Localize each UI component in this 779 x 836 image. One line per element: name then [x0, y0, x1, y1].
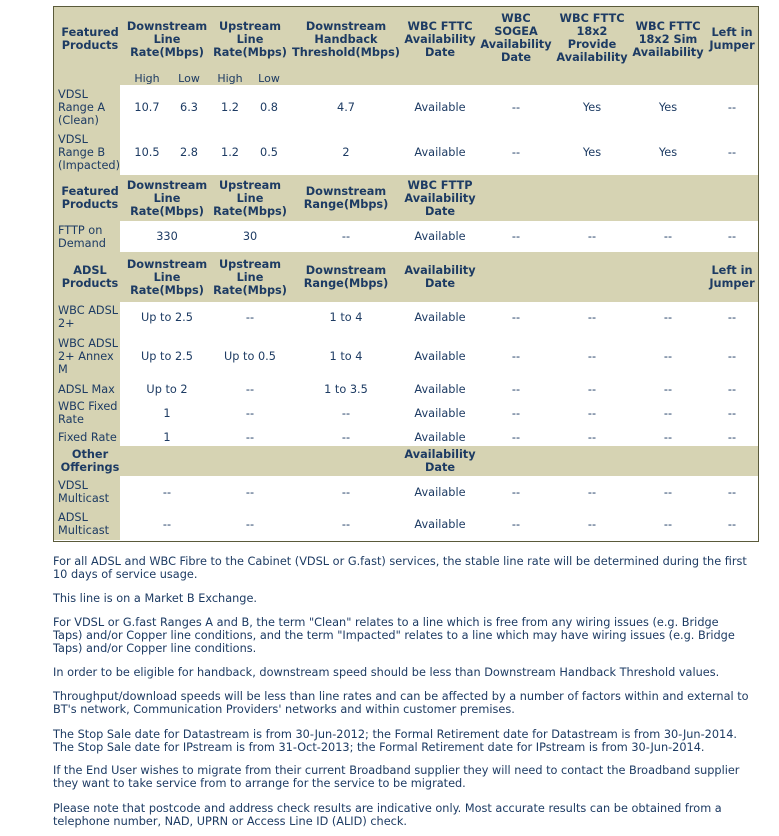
- adsl-col8: --: [663, 349, 673, 363]
- fttp-col8: --: [663, 230, 673, 243]
- header-fttp-downstream-range: Downstream Range(Mbps): [303, 185, 389, 211]
- adsl-downstream: Up to 2.5: [141, 310, 193, 324]
- vdsl-jumper: --: [727, 101, 737, 114]
- other-col8: --: [663, 485, 673, 499]
- header-left-in-jumper: Left in Jumper: [709, 26, 755, 52]
- adsl-col6: --: [511, 349, 521, 363]
- header-adsl-availability-date: Availability Date: [404, 264, 476, 290]
- adsl-col8: --: [663, 382, 673, 396]
- adsl-upstream: --: [245, 310, 255, 324]
- other-col7: --: [587, 485, 597, 499]
- note-paragraph: For VDSL or G.fast Ranges A and B, the term "Clean" relates to a line which is free from any wiring issues (e.g. Bridge Taps) and/or Copper line conditions, and the term "Impacted" relates to a line which may have wiring issues (e.g. Bridge Taps) and/or Copper line conditions.: [53, 616, 735, 655]
- subheader-down-low: Low: [178, 71, 200, 85]
- note-paragraph: In order to be eligible for handback, downstream speed should be less than Downstream Handback Threshold values.: [53, 666, 720, 679]
- note-paragraph: Throughput/download speeds will be less than line rates and can be affected by a number of factors within and external to BT's network, Communication Providers' networks and within customer premises.: [53, 690, 749, 716]
- header-wbc-sogea-availability-date: WBC SOGEA Availability Date: [480, 12, 552, 64]
- adsl-col9: --: [727, 406, 737, 420]
- adsl-range: 1 to 3.5: [324, 382, 368, 396]
- note-paragraph: If the End User wishes to migrate from their current Broadband supplier they will need to contact the Broadband supplier they want to take service from to arrange for the service to be migrated.: [53, 764, 740, 790]
- header-downstream-handback-threshold: Downstream Handback Threshold(Mbps): [292, 19, 400, 59]
- adsl-downstream: Up to 2: [146, 382, 188, 396]
- subheader-down-high: High: [134, 71, 160, 85]
- adsl-availability: Available: [414, 349, 466, 363]
- adsl-downstream: 1: [163, 430, 171, 444]
- other-product-name: VDSL Multicast: [58, 479, 110, 505]
- other-upstream: --: [245, 485, 255, 499]
- adsl-downstream: 1: [163, 406, 171, 420]
- adsl-col8: --: [663, 310, 673, 324]
- vdsl-fttc-availability: Available: [414, 101, 466, 114]
- vdsl-threshold: 4.7: [337, 101, 355, 114]
- adsl-range: --: [341, 430, 351, 444]
- other-availability: Available: [414, 517, 466, 531]
- fttp-upstream: 30: [242, 230, 258, 243]
- fttp-col6: --: [511, 230, 521, 243]
- adsl-col7: --: [587, 310, 597, 324]
- adsl-col9: --: [727, 349, 737, 363]
- header-wbc-fttc-availability-date: WBC FTTC Availability Date: [404, 19, 476, 59]
- vdsl-down-high: 10.7: [134, 101, 160, 114]
- vdsl-product-name: VDSL Range A (Clean): [58, 88, 106, 127]
- header-wbc-fttc-18x2-provide: WBC FTTC 18x2 Provide Availability: [556, 12, 628, 64]
- other-col6: --: [511, 517, 521, 531]
- header-downstream-line-rate: Downstream Line Rate(Mbps): [126, 19, 208, 59]
- vdsl-up-high: 1.2: [221, 101, 239, 114]
- fttp-col7: --: [587, 230, 597, 243]
- vdsl-up-low: 0.8: [260, 101, 278, 114]
- header-featured-products-fttp: Featured Products: [61, 185, 119, 211]
- header-adsl-left-in-jumper: Left in Jumper: [709, 264, 755, 290]
- adsl-col9: --: [727, 382, 737, 396]
- adsl-downstream: Up to 2.5: [141, 349, 193, 363]
- note-paragraph: For all ADSL and WBC Fibre to the Cabinet (VDSL or G.fast) services, the stable line rate will be determined during the first 10 days of service usage.: [53, 555, 747, 581]
- fttp-product-name: FTTP on Demand: [58, 223, 106, 250]
- adsl-col6: --: [511, 310, 521, 324]
- header-wbc-fttc-18x2-sim: WBC FTTC 18x2 Sim Availability: [632, 19, 704, 59]
- note-paragraph: This line is on a Market B Exchange.: [53, 592, 258, 605]
- adsl-availability: Available: [414, 382, 466, 396]
- fttp-col9: --: [727, 230, 737, 243]
- header-fttp-downstream: Downstream Line Rate(Mbps): [126, 178, 208, 218]
- vdsl-sogea: --: [511, 146, 521, 159]
- adsl-product-name: WBC ADSL 2+ Annex M: [58, 336, 119, 376]
- adsl-product-name: WBC Fixed Rate: [58, 400, 118, 426]
- header-other-availability-date: Availability Date: [404, 448, 476, 474]
- header-featured-products: Featured Products: [61, 26, 119, 52]
- header-wbc-fttp-availability: WBC FTTP Availability Date: [404, 178, 476, 218]
- vdsl-sogea: --: [511, 101, 521, 114]
- vdsl-sim: Yes: [658, 146, 678, 159]
- other-downstream: --: [162, 485, 172, 499]
- adsl-upstream: --: [245, 382, 255, 396]
- adsl-col7: --: [587, 406, 597, 420]
- adsl-range: 1 to 4: [329, 310, 363, 324]
- adsl-upstream: Up to 0.5: [224, 349, 276, 363]
- other-availability: Available: [414, 485, 466, 499]
- vdsl-fttc-availability: Available: [414, 146, 466, 159]
- adsl-range: --: [341, 406, 351, 420]
- adsl-col6: --: [511, 406, 521, 420]
- subheader-up-high: High: [217, 71, 243, 85]
- availability-table: [53, 6, 759, 542]
- adsl-product-name: WBC ADSL 2+: [58, 304, 119, 330]
- other-upstream: --: [245, 517, 255, 531]
- adsl-upstream: --: [245, 406, 255, 420]
- adsl-range: 1 to 4: [329, 349, 363, 363]
- note-paragraph: The Stop Sale date for Datastream is from 30-Jun-2012; the Formal Retirement date for Datastream is from 30-Jun-2014. The Stop Sale date for IPstream is from 31-Oct-2013; the Formal Retirement date for IPstream is from 30-Jun-2014.: [53, 728, 738, 754]
- vdsl-up-high: 1.2: [221, 146, 239, 159]
- vdsl-product-name: VDSL Range B (Impacted): [58, 133, 121, 172]
- vdsl-provide: Yes: [582, 101, 602, 114]
- adsl-upstream: --: [245, 430, 255, 444]
- header-upstream-line-rate: Upstream Line Rate(Mbps): [213, 19, 287, 59]
- vdsl-down-low: 6.3: [180, 101, 198, 114]
- adsl-col7: --: [587, 430, 597, 444]
- adsl-col7: --: [587, 382, 597, 396]
- other-downstream: --: [162, 517, 172, 531]
- vdsl-provide: Yes: [582, 146, 602, 159]
- adsl-col9: --: [727, 430, 737, 444]
- vdsl-sim: Yes: [658, 101, 678, 114]
- other-col7: --: [587, 517, 597, 531]
- adsl-availability: Available: [414, 430, 466, 444]
- header-other-offerings: Other Offerings: [60, 448, 120, 474]
- other-col6: --: [511, 485, 521, 499]
- other-range: --: [341, 485, 351, 499]
- fttp-availability: Available: [414, 230, 466, 243]
- vdsl-threshold: 2: [342, 146, 350, 159]
- other-col9: --: [727, 485, 737, 499]
- fttp-downstream: 330: [156, 230, 178, 243]
- other-col8: --: [663, 517, 673, 531]
- vdsl-up-low: 0.5: [260, 146, 278, 159]
- adsl-col6: --: [511, 382, 521, 396]
- vdsl-down-low: 2.8: [180, 146, 198, 159]
- adsl-col8: --: [663, 430, 673, 444]
- adsl-col6: --: [511, 430, 521, 444]
- other-range: --: [341, 517, 351, 531]
- vdsl-down-high: 10.5: [134, 146, 160, 159]
- header-adsl-products: ADSL Products: [61, 264, 119, 290]
- fttp-range: --: [341, 230, 351, 243]
- adsl-col7: --: [587, 349, 597, 363]
- adsl-col8: --: [663, 406, 673, 420]
- adsl-product-name: Fixed Rate: [58, 430, 117, 444]
- header-adsl-upstream: Upstream Line Rate(Mbps): [213, 257, 287, 297]
- vdsl-jumper: --: [727, 146, 737, 159]
- subheader-up-low: Low: [258, 71, 280, 85]
- header-adsl-downstream-range: Downstream Range(Mbps): [303, 264, 389, 290]
- note-paragraph: Please note that postcode and address check results are indicative only. Most accurate results can be obtained from a telephone number, NAD, UPRN or Access Line ID (ALID) check.: [53, 802, 722, 828]
- adsl-product-name: ADSL Max: [58, 382, 115, 396]
- other-product-name: ADSL Multicast: [58, 511, 110, 537]
- adsl-col9: --: [727, 310, 737, 324]
- adsl-availability: Available: [414, 406, 466, 420]
- header-adsl-downstream: Downstream Line Rate(Mbps): [126, 257, 208, 297]
- other-col9: --: [727, 517, 737, 531]
- adsl-availability: Available: [414, 310, 466, 324]
- header-fttp-upstream: Upstream Line Rate(Mbps): [213, 178, 287, 218]
